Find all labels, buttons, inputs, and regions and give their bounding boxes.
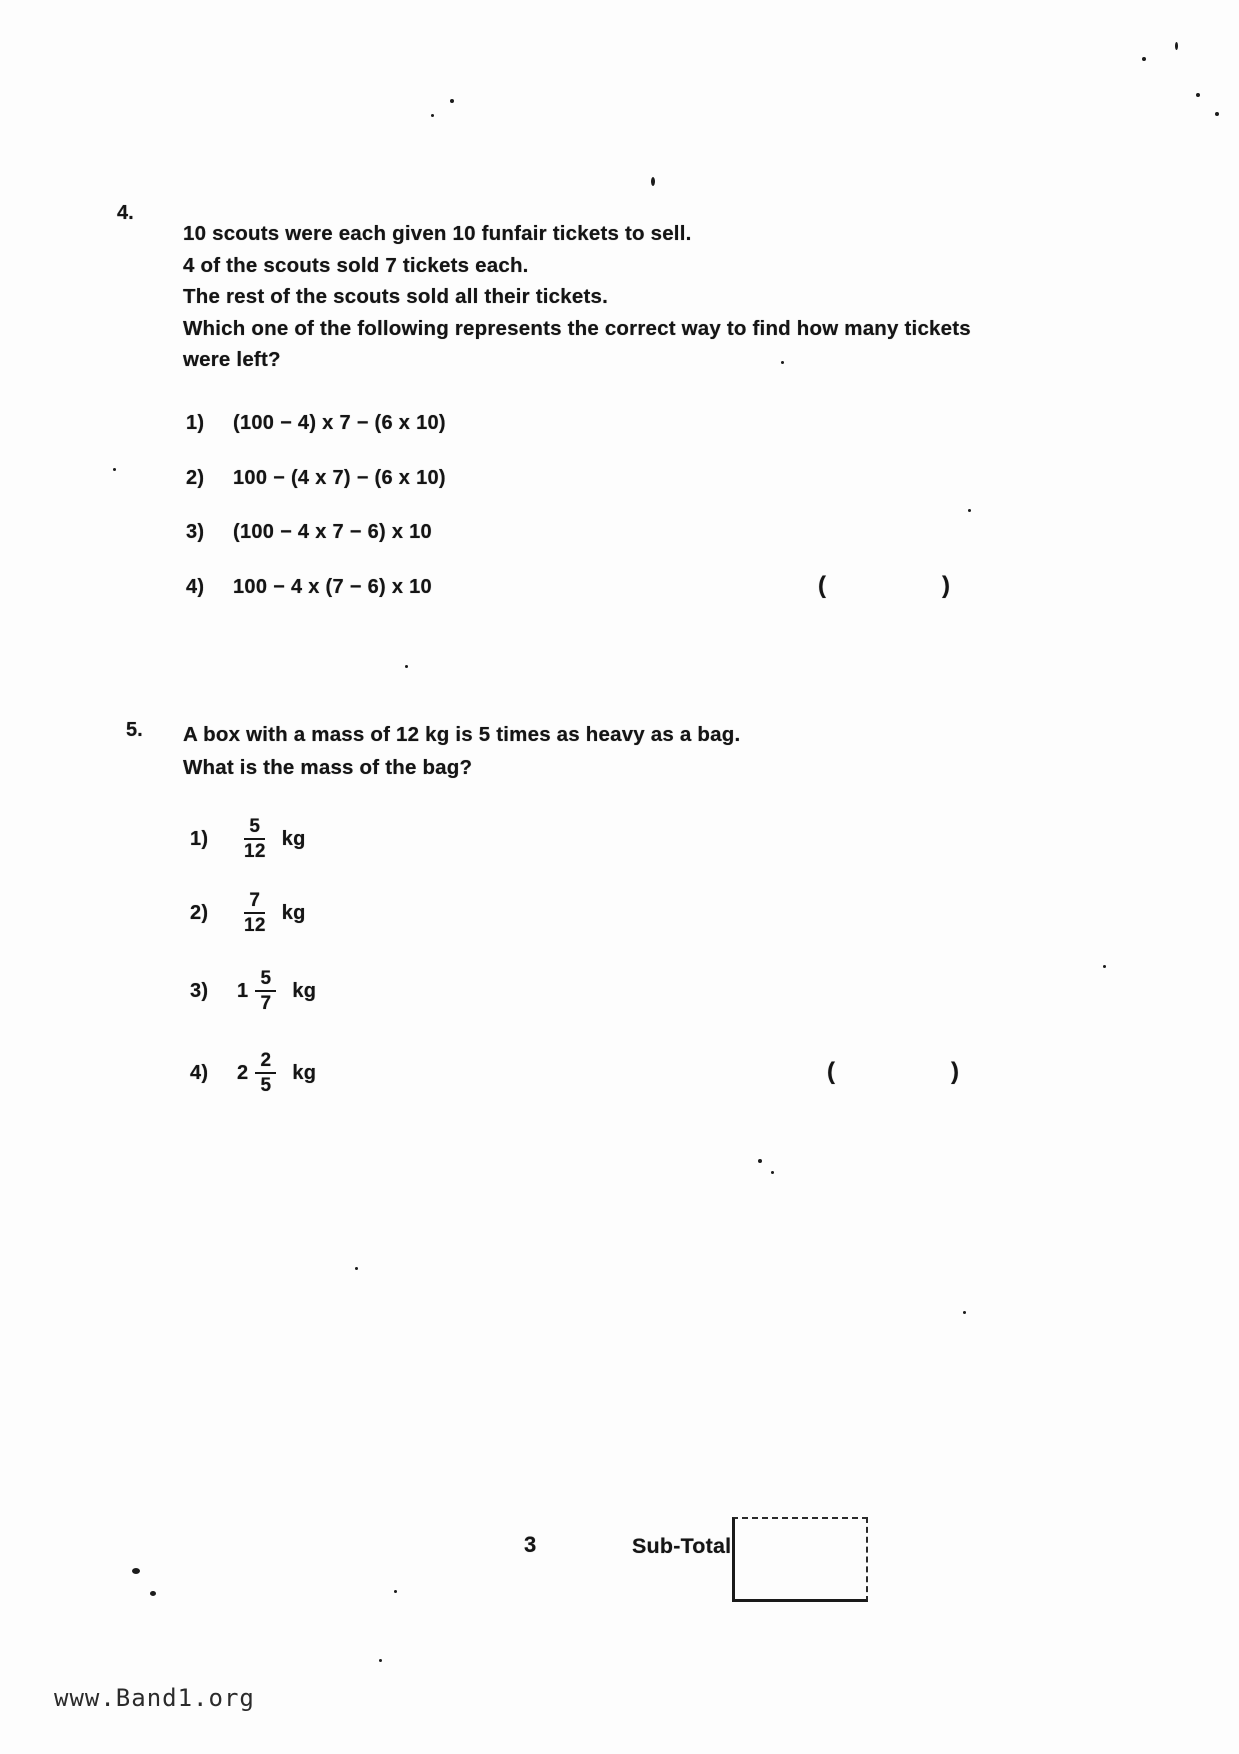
fraction-denominator: 12 xyxy=(244,915,266,937)
question-4-option-3 xyxy=(186,521,432,544)
scan-artifact xyxy=(1215,112,1219,116)
option-label: 1) xyxy=(186,412,205,434)
question-4-body xyxy=(183,218,1043,376)
fraction-denominator: 12 xyxy=(244,841,266,863)
scan-artifact xyxy=(651,177,655,186)
option-unit: kg xyxy=(281,827,306,850)
option-formula: (100 − 4) x 7 − (6 x 10) xyxy=(233,412,446,434)
scan-artifact xyxy=(405,665,408,668)
question-4-option-1 xyxy=(186,412,446,435)
question-4-option-2 xyxy=(186,467,446,490)
scan-artifact xyxy=(781,361,784,364)
scan-artifact xyxy=(771,1171,774,1174)
option-label: 3) xyxy=(190,979,209,1002)
scan-artifact xyxy=(132,1568,140,1574)
watermark-url: www.Band1.org xyxy=(54,1684,255,1712)
option-fraction xyxy=(244,816,266,863)
scan-artifact xyxy=(1103,965,1106,968)
option-formula: (100 − 4 x 7 − 6) x 10 xyxy=(233,521,432,543)
scan-artifact xyxy=(355,1267,358,1270)
question-4-line-4: Which one of the following represents the correct way to find how many tickets xyxy=(183,316,971,340)
close-bracket: ) xyxy=(951,1058,959,1085)
option-label: 2) xyxy=(190,901,209,924)
question-5-option-3 xyxy=(190,968,316,1015)
question-4-option-4 xyxy=(186,576,432,599)
fraction-numerator: 5 xyxy=(244,816,265,840)
scan-artifact xyxy=(450,99,454,103)
question-5-line-2: What is the mass of the bag? xyxy=(183,756,473,779)
scan-artifact xyxy=(113,468,116,471)
option-whole-number: 2 xyxy=(237,1061,249,1084)
option-whole-number: 1 xyxy=(237,979,249,1002)
option-formula: 100 − (4 x 7) − (6 x 10) xyxy=(233,467,446,489)
scan-artifact xyxy=(150,1591,156,1596)
scan-artifact xyxy=(758,1159,762,1163)
question-4-line-1: 10 scouts were each given 10 funfair tickets to sell. xyxy=(183,222,692,245)
option-fraction xyxy=(244,890,266,937)
open-bracket: ( xyxy=(827,1058,835,1085)
question-4-line-5: were left? xyxy=(183,348,281,371)
subtotal-label: Sub-Total xyxy=(632,1534,732,1558)
option-unit: kg xyxy=(292,979,317,1002)
fraction-denominator: 5 xyxy=(260,1075,272,1097)
scan-artifact xyxy=(1196,93,1200,97)
question-4-answer-brackets xyxy=(818,572,950,600)
fraction-numerator: 5 xyxy=(255,968,276,992)
question-5-option-2 xyxy=(190,890,306,937)
scan-artifact xyxy=(431,114,434,117)
scan-artifact xyxy=(379,1659,382,1662)
question-4-line-3: The rest of the scouts sold all their tickets. xyxy=(183,285,608,308)
option-label: 4) xyxy=(186,576,205,598)
option-fraction xyxy=(255,1050,276,1097)
question-5-body xyxy=(183,718,1003,784)
subtotal-score-box xyxy=(732,1517,868,1602)
option-label: 3) xyxy=(186,521,205,543)
scan-artifact xyxy=(968,509,971,512)
question-4-line-2: 4 of the scouts sold 7 tickets each. xyxy=(183,253,529,277)
option-formula: 100 − 4 x (7 − 6) x 10 xyxy=(233,576,432,598)
page-number: 3 xyxy=(524,1532,537,1557)
option-label: 2) xyxy=(186,467,205,489)
question-5-answer-brackets xyxy=(827,1058,959,1086)
option-label: 1) xyxy=(190,827,209,850)
close-bracket: ) xyxy=(942,572,950,599)
open-bracket: ( xyxy=(818,572,826,599)
scan-artifact xyxy=(394,1590,397,1593)
question-5-option-1 xyxy=(190,816,306,863)
option-unit: kg xyxy=(281,901,306,924)
option-unit: kg xyxy=(292,1061,317,1084)
question-5-number: 5. xyxy=(126,719,143,741)
scan-artifact xyxy=(963,1311,966,1314)
question-5-option-4 xyxy=(190,1050,316,1097)
question-5-line-1: A box with a mass of 12 kg is 5 times as heavy as a bag. xyxy=(183,723,741,746)
option-fraction xyxy=(255,968,276,1015)
fraction-numerator: 2 xyxy=(255,1050,276,1074)
question-4-number: 4. xyxy=(117,202,134,224)
option-label: 4) xyxy=(190,1061,209,1084)
scan-artifact xyxy=(1142,57,1146,61)
scan-artifact xyxy=(1175,42,1178,50)
fraction-numerator: 7 xyxy=(244,890,265,914)
fraction-denominator: 7 xyxy=(260,993,272,1015)
